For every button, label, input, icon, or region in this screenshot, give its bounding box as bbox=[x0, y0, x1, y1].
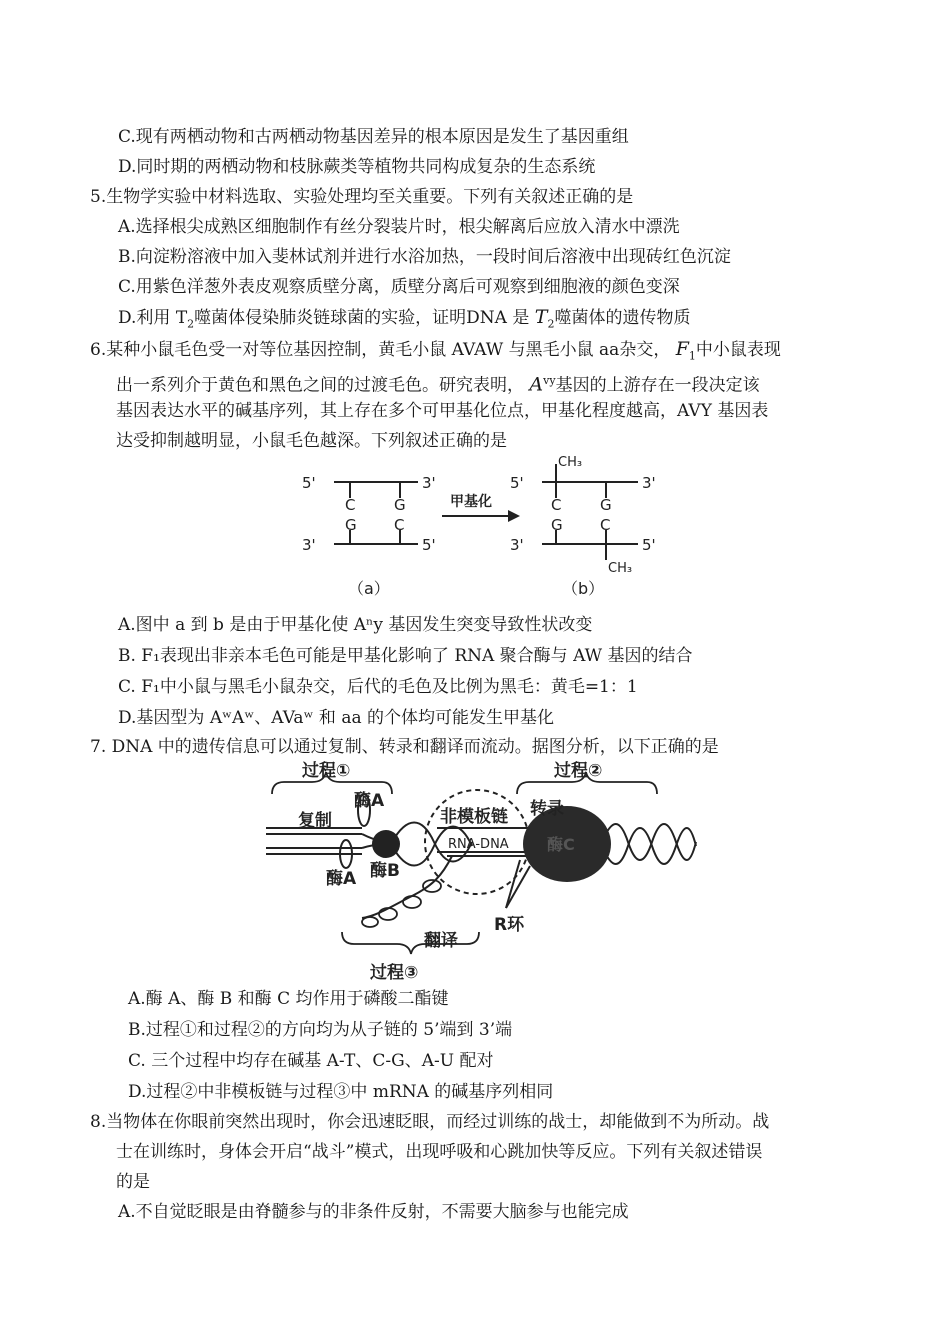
svg-text:3': 3' bbox=[422, 474, 436, 492]
svg-text:G: G bbox=[345, 516, 357, 534]
svg-text:酶C: 酶C bbox=[547, 835, 575, 854]
svg-text:C: C bbox=[600, 516, 611, 534]
q5-option-c: C.用紫色洋葱外表皮观察质壁分离，质壁分离后可观察到细胞液的颜色变深 bbox=[118, 277, 680, 297]
q5-stem: 5.生物学实验中材料选取、实验处理均至关重要。下列有关叙述正确的是 bbox=[90, 187, 634, 207]
svg-text:复制: 复制 bbox=[298, 811, 332, 831]
q7-option-c: C. 三个过程中均存在碱基 A-T、C-G、A-U 配对 bbox=[128, 1051, 494, 1071]
svg-text:R环: R环 bbox=[494, 915, 525, 935]
svg-text:过程③: 过程③ bbox=[370, 963, 419, 983]
q6-stem-line1: 6.某种小鼠毛色受一对等位基因控制，黄毛小鼠 AVAW 与黑毛小鼠 aa杂交， $F_1$中小鼠表现 bbox=[90, 338, 781, 363]
svg-text:甲基化: 甲基化 bbox=[450, 494, 492, 510]
q6-option-d: D.基因型为 AʷAʷ、AVaʷ 和 aa 的个体均可能发生甲基化 bbox=[118, 708, 555, 728]
q8-stem-line3: 的是 bbox=[116, 1172, 150, 1192]
svg-text:5': 5' bbox=[510, 474, 524, 492]
svg-text:3': 3' bbox=[510, 536, 524, 554]
svg-text:G: G bbox=[394, 496, 406, 514]
q6-stem-line2: 出一系列介于黄色和黑色之间的过渡毛色。研究表明， $A^{vy}$基因的上游存在一段决定该 bbox=[116, 373, 760, 396]
svg-text:非模板链: 非模板链 bbox=[440, 807, 508, 827]
q5-option-a: A.选择根尖成熟区细胞制作有丝分裂装片时，根尖解离后应放入清水中漂洗 bbox=[118, 217, 680, 237]
svg-text:3': 3' bbox=[302, 536, 316, 554]
svg-text:G: G bbox=[551, 516, 563, 534]
q6-stem-line3: 基因表达水平的碱基序列，其上存在多个可甲基化位点，甲基化程度越高，AVY 基因表 bbox=[116, 401, 769, 421]
svg-text:5': 5' bbox=[422, 536, 436, 554]
svg-text:过程①: 过程① bbox=[302, 761, 351, 781]
svg-text:酶A: 酶A bbox=[354, 791, 385, 811]
q4-option-d: D.同时期的两栖动物和枝脉蕨类等植物共同构成复杂的生态系统 bbox=[118, 157, 596, 177]
q6-stem-line4: 达受抑制越明显，小鼠毛色越深。下列叙述正确的是 bbox=[116, 431, 507, 451]
svg-text:5': 5' bbox=[642, 536, 656, 554]
q6-option-a: A.图中 a 到 b 是由于甲基化使 Aⁿy 基因发生突变导致性状改变 bbox=[118, 615, 593, 635]
q5-option-d: D.利用 $T_2$噬菌体侵染肺炎链球菌的实验，证明DNA 是 $T_2$噬菌体的遗传物质 bbox=[118, 306, 691, 331]
q6-option-b: B. F₁表现出非亲本毛色可能是甲基化影响了 RNA 聚合酶与 AW 基因的结合 bbox=[118, 646, 693, 666]
svg-text:G: G bbox=[600, 496, 612, 514]
svg-text:RNA-DNA: RNA-DNA bbox=[448, 837, 509, 852]
q7-stem: 7. DNA 中的遗传信息可以通过复制、转录和翻译而流动。据图分析，以下正确的是 bbox=[90, 737, 719, 757]
svg-text:5': 5' bbox=[302, 474, 316, 492]
q7-option-b: B.过程①和过程②的方向均为从子链的 5’端到 3’端 bbox=[128, 1020, 513, 1040]
q5-option-b: B.向淀粉溶液中加入斐林试剂并进行水浴加热，一段时间后溶液中出现砖红色沉淀 bbox=[118, 247, 731, 267]
gene-flow-figure bbox=[262, 756, 702, 986]
q7-option-a: A.酶 A、酶 B 和酶 C 均作用于磷酸二酯键 bbox=[128, 989, 449, 1009]
q7-option-d: D.过程②中非模板链与过程③中 mRNA 的碱基序列相同 bbox=[128, 1082, 554, 1102]
svg-text:C: C bbox=[394, 516, 405, 534]
svg-text:转录: 转录 bbox=[530, 799, 564, 819]
methylation-figure bbox=[290, 448, 670, 608]
svg-text:CH₃: CH₃ bbox=[558, 455, 583, 470]
svg-text:（b）: （b） bbox=[562, 579, 605, 598]
svg-text:3': 3' bbox=[642, 474, 656, 492]
svg-text:酶A: 酶A bbox=[326, 869, 357, 889]
q8-option-a: A.不自觉眨眼是由脊髓参与的非条件反射，不需要大脑参与也能完成 bbox=[118, 1202, 629, 1222]
svg-text:酶B: 酶B bbox=[370, 861, 400, 881]
svg-text:C: C bbox=[551, 496, 562, 514]
svg-text:CH₃: CH₃ bbox=[608, 561, 633, 576]
q4-option-c: C.现有两栖动物和古两栖动物基因差异的根本原因是发生了基因重组 bbox=[118, 127, 629, 147]
svg-text:（a）: （a） bbox=[348, 579, 390, 598]
q8-stem-line2: 士在训练时，身体会开启“战斗”模式，出现呼吸和心跳加快等反应。下列有关叙述错误 bbox=[116, 1142, 763, 1162]
svg-text:过程②: 过程② bbox=[554, 761, 603, 781]
q8-stem-line1: 8.当物体在你眼前突然出现时，你会迅速眨眼，而经过训练的战士，却能做到不为所动。战 bbox=[90, 1112, 770, 1132]
svg-text:翻译: 翻译 bbox=[424, 931, 458, 951]
svg-text:C: C bbox=[345, 496, 356, 514]
q6-option-c: C. F₁中小鼠与黑毛小鼠杂交，后代的毛色及比例为黑毛：黄毛=1：1 bbox=[118, 677, 638, 697]
